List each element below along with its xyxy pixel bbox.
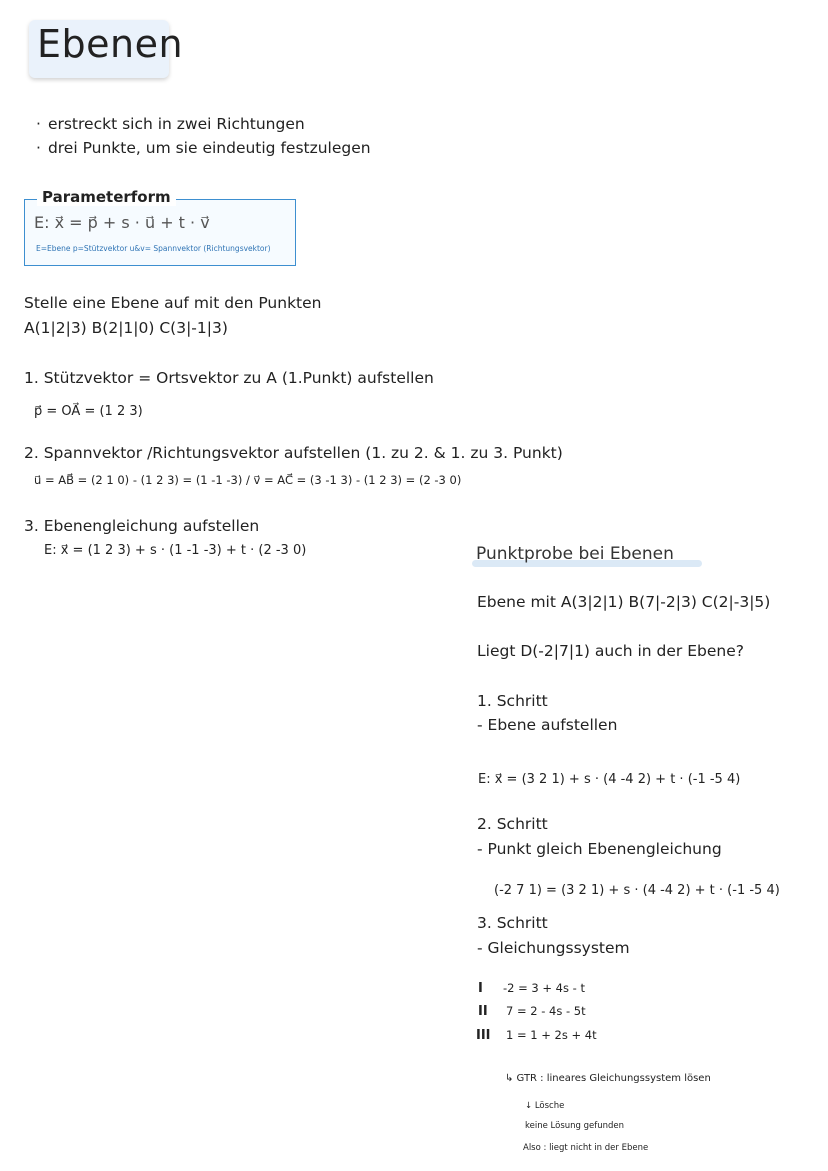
punktprobe-plane-points: Ebene mit A(3|2|1) B(7|-2|3) C(2|-3|5) [477, 593, 771, 611]
equation-3: 1 = 1 + 2s + 4t [506, 1028, 597, 1042]
parameterform-box [24, 199, 296, 266]
parameterform-heading: Parameterform [37, 188, 176, 206]
example-step1-work: p⃗ = OA⃗ = (1 2 3) [34, 404, 143, 419]
page-title: Ebenen [37, 22, 184, 66]
equation-1: -2 = 3 + 4s - t [503, 981, 585, 995]
punktprobe-step1-work: E: x⃗ = (3 2 1) + s · (4 -4 2) + t · (-1 -5 4) [478, 772, 741, 787]
equation-2: 7 = 2 - 4s - 5t [506, 1004, 586, 1018]
example-points: A(1|2|3) B(2|1|0) C(3|-1|3) [24, 319, 228, 337]
conclusion: Also : liegt nicht in der Ebene [523, 1143, 649, 1153]
punktprobe-step1-title: 1. Schritt [477, 692, 548, 710]
punktprobe-step3-desc: - Gleichungssystem [477, 939, 630, 957]
title-box [29, 20, 184, 78]
result-arrow: ↓ Lösche [525, 1101, 565, 1111]
example-step1-label: 1. Stützvektor = Ortsvektor zu A (1.Punkt) aufstellen [24, 369, 434, 387]
parameterform-legend: E=Ebene p=Stützvektor u&v= Spannvektor (Richtungsvektor) [36, 244, 271, 253]
example-step3-work: E: x⃗ = (1 2 3) + s · (1 -1 -3) + t · (2 -3 0) [44, 543, 307, 558]
gtr-note: ↳ GTR : lineares Gleichungssystem lösen [505, 1073, 711, 1084]
parameterform-formula: E: x⃗ = p⃗ + s · u⃗ + t · v⃗ [34, 213, 210, 232]
punktprobe-step2-desc: - Punkt gleich Ebenengleichung [477, 840, 722, 858]
punktprobe-step1-desc: - Ebene aufstellen [477, 716, 618, 734]
example-task: Stelle eine Ebene auf mit den Punkten [24, 294, 322, 312]
example-step2-label: 2. Spannvektor /Richtungsvektor aufstellen (1. zu 2. & 1. zu 3. Punkt) [24, 444, 563, 462]
equation-number-3: III [476, 1028, 491, 1043]
example-step3-label: 3. Ebenengleichung aufstellen [24, 517, 260, 535]
punktprobe-step2-title: 2. Schritt [477, 815, 548, 833]
example-step2-work: u⃗ = AB⃗ = (2 1 0) - (1 2 3) = (1 -1 -3) / v⃗ = AC⃗ = (3 -1 3) - (1 2 3) = (2 -3 0) [34, 473, 462, 487]
equation-number-2: II [478, 1004, 488, 1019]
intro-bullet-1: · erstreckt sich in zwei Richtungen [36, 115, 305, 133]
equation-number-1: I [478, 981, 483, 996]
punktprobe-question: Liegt D(-2|7|1) auch in der Ebene? [477, 642, 744, 660]
result-text: keine Lösung gefunden [525, 1121, 625, 1131]
punktprobe-step2-work: (-2 7 1) = (3 2 1) + s · (4 -4 2) + t · (-1 -5 4) [494, 883, 780, 898]
punktprobe-step3-title: 3. Schritt [477, 914, 548, 932]
punktprobe-heading: Punktprobe bei Ebenen [476, 544, 674, 564]
intro-bullet-2: · drei Punkte, um sie eindeutig festzulegen [36, 139, 371, 157]
